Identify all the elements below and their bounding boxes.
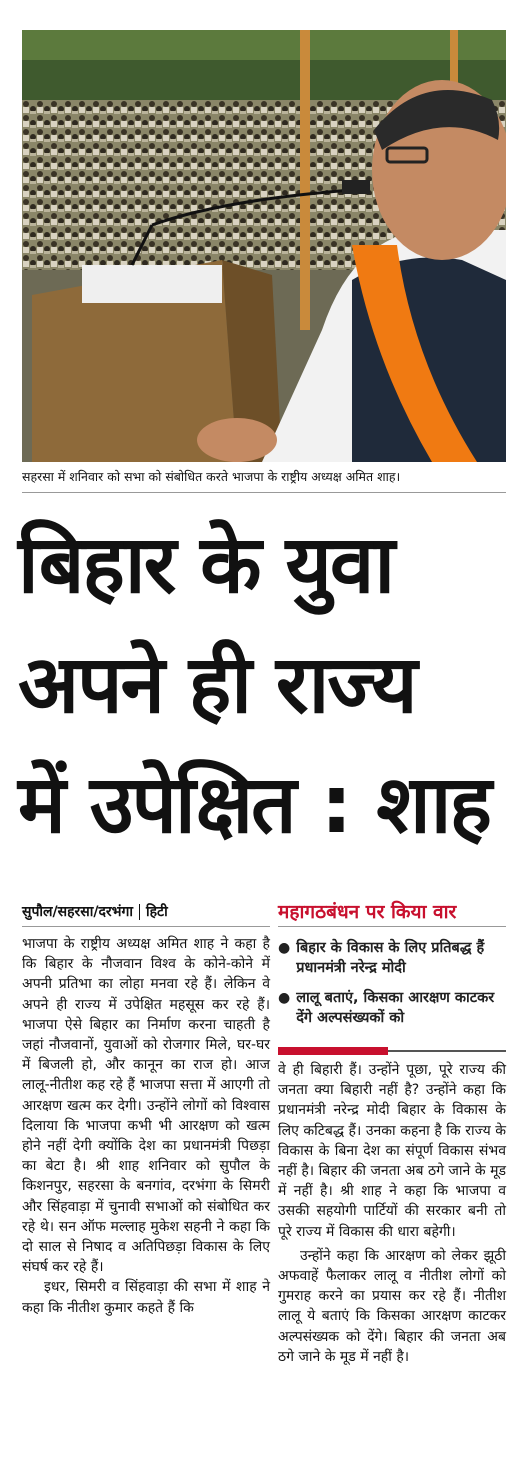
sidebox-bullet-text: बिहार के विकास के लिए प्रतिबद्ध हैं प्रधानमंत्री नरेन्द्र मोदी — [296, 940, 485, 976]
sidebox-rule — [278, 926, 506, 927]
article-column-right — [278, 1060, 506, 1367]
sidebox-red-bar — [278, 1047, 388, 1055]
bullet-dot-icon: ● — [278, 990, 291, 1006]
dateline-rule — [22, 926, 270, 927]
dateline-separator — [139, 904, 140, 920]
caption-rule — [22, 492, 506, 493]
article-column-left — [22, 934, 270, 1318]
rally-photo-illustration — [22, 30, 506, 462]
headline-line-3: में उपेक्षित : शाह — [18, 758, 490, 851]
article-paragraph: इधर, सिमरी व सिंहवाड़ा की सभा में शाह ने कहा कि नीतीश कुमार कहते हैं कि — [22, 1279, 270, 1316]
sidebox-title: महागठबंधन पर किया वार — [278, 901, 457, 923]
article-paragraph: उन्होंने कहा कि आरक्षण को लेकर झूठी अफवाहें फैलाकर लालू व नीतीश लोगों को गुमराह करने का प्रयास कर रहे हैं। नीतीश लालू ये बताएं कि किसका आरक्षण काटकर अल्पसंख्यक को देंगे। बिहार की जनता अब ठगे जाने के मूड में नहीं है। — [278, 1247, 506, 1365]
dateline-places: सुपौल/सहरसा/दरभंगा — [22, 904, 133, 920]
bullet-dot-icon: ● — [278, 940, 291, 956]
dateline — [22, 902, 168, 921]
sidebox-grey-bar — [388, 1050, 506, 1052]
article-paragraph: भाजपा के राष्ट्रीय अध्यक्ष अमित शाह ने कहा है कि बिहार के नौजवान विश्व के कोने-कोने में अपनी प्रतिभा का लोहा मनवा रहे हैं। लेकिन वे अपने ही राज्य में उपेक्षित महसूस कर रहे हैं। भाजपा ऐसे बिहार का निर्माण करना चाहती है जहां नौजवानों, युवाओं को रोजगार मिले, घर-घर में बिजली हो, और कानून का राज हो। आज लालू-नीतीश कह रहे हैं भाजपा सत्ता में आएगी तो आरक्षण खत्म कर देगी। उन्होंने लोगों को विश्वास दिलाया कि भाजपा कभी भी आरक्षण को खत्म होने नहीं देगी क्योंकि देश का प्रधानमंत्री पिछड़ा का बेटा है। श्री शाह शनिवार को सुपौल के किशनपुर, सहरसा के बनगांव, दरभंगा के सिमरी और सिंहवाड़ा में चुनावी सभाओं को संबोधित कर रहे थे। सन ऑफ मल्लाह मुकेश सहनी ने कहा कि दो साल से निषाद व अतिपिछड़ा विकास के लिए संघर्ष कर रहे हैं। — [22, 936, 270, 1276]
headline-line-1: बिहार के युवा — [18, 518, 394, 611]
sidebox-bullet-text: लालू बताएं, किसका आरक्षण काटकर देंगे अल्पसंख्यकों को — [296, 990, 495, 1026]
headline — [18, 505, 510, 865]
news-photo — [22, 30, 506, 462]
photo-caption: सहरसा में शनिवार को सभा को संबोधित करते भाजपा के राष्ट्रीय अध्यक्ष अमित शाह। — [22, 469, 401, 484]
sidebox-bullet — [278, 988, 506, 1028]
article-paragraph: वे ही बिहारी हैं। उन्होंने पूछा, पूरे राज्य की जनता क्या बिहारी नहीं है? उन्होंने कहा कि प्रधानमंत्री नरेन्द्र मोदी बिहार के विकास के लिए कटिबद्ध हैं। उनका कहना है कि राज्य के विकास के बिना देश का संपूर्ण विकास संभव नहीं है। बिहार की जनता अब ठगे जाने के मूड में नहीं है। श्री शाह ने कहा कि भाजपा व उसकी सहयोगी पार्टियों की सरकार बनी तो पूरे राज्य में विकास की धारा बहेगी। — [278, 1062, 506, 1240]
headline-line-2: अपने ही राज्य — [18, 638, 416, 731]
dateline-agency: हिटी — [145, 904, 168, 920]
sidebox-bullets — [278, 938, 506, 1038]
sidebox-bullet — [278, 938, 506, 978]
